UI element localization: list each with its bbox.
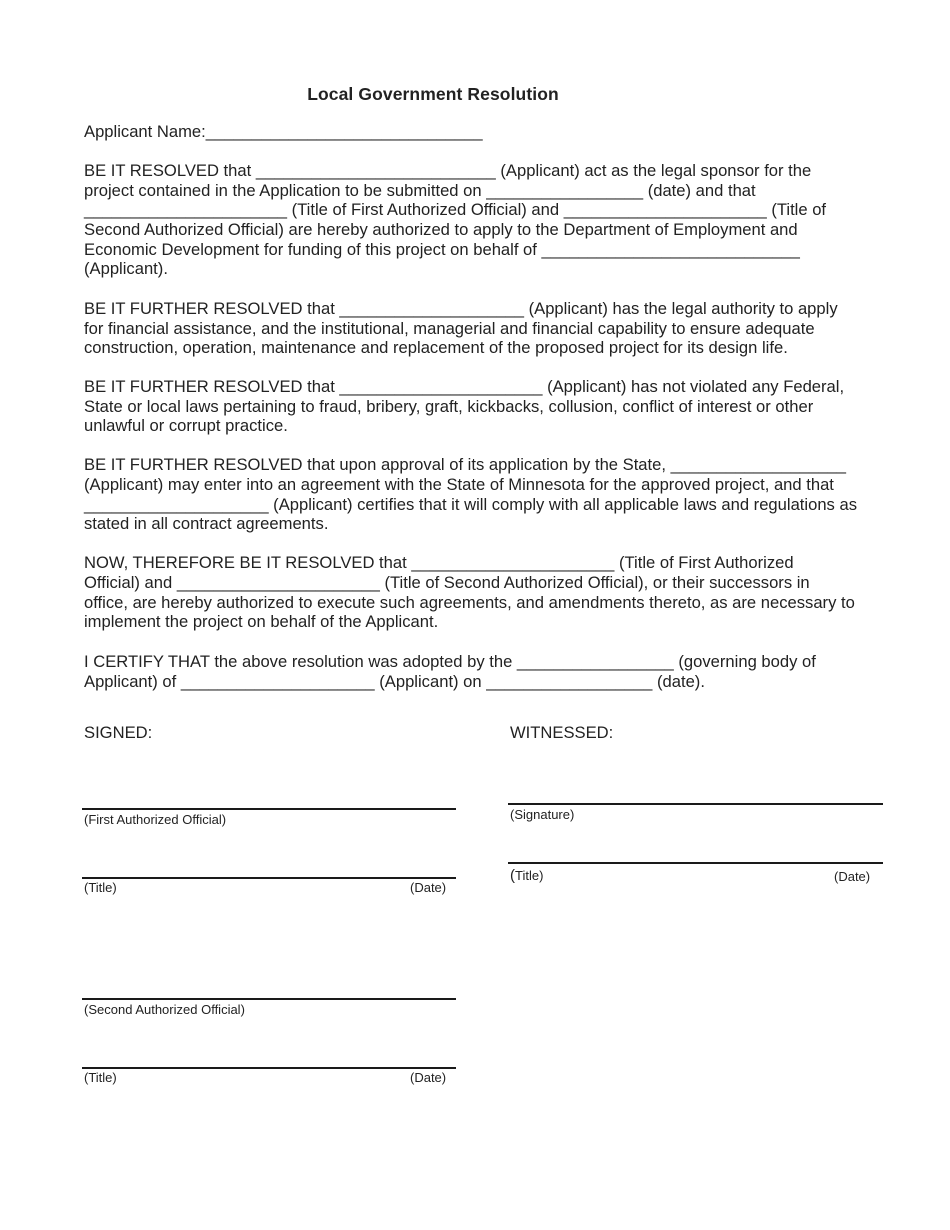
second-official-caption: (Second Authorized Official) [84, 1002, 245, 1017]
paragraph-line: BE IT FURTHER RESOLVED that upon approval of its application by the State, ___________________ [84, 455, 846, 474]
witness-date-caption: (Date) [834, 869, 871, 884]
paragraph-line: Official) and ______________________ (Title of Second Authorized Official), or their successors in [84, 573, 810, 592]
signed-label: SIGNED: [84, 723, 153, 742]
witness-title-date-line [508, 862, 883, 864]
applicant-name-field: Applicant Name:______________________________ [84, 122, 483, 141]
witness-signature-line [508, 803, 883, 805]
paragraph-line: implement the project on behalf of the Applicant. [84, 612, 439, 631]
document-title: Local Government Resolution [307, 84, 559, 104]
paragraph-line: BE IT FURTHER RESOLVED that ____________________ (Applicant) has the legal authority to apply [84, 299, 838, 318]
paragraph-line: project contained in the Application to be submitted on _________________ (date) and that [84, 181, 756, 200]
paragraph-line: ______________________ (Title of First Authorized Official) and ______________________ (Title of [84, 200, 827, 219]
date-caption: (Date) [410, 1070, 447, 1085]
paragraph-line: NOW, THEREFORE BE IT RESOLVED that ______________________ (Title of First Authorized [84, 553, 794, 572]
paragraph-line: (Applicant) may enter into an agreement with the State of Minnesota for the approved project, and that [84, 475, 834, 494]
paragraph-line: office, are hereby authorized to execute such agreements, and amendments thereto, as are necessary to [84, 593, 855, 612]
paragraph-line: ____________________ (Applicant) certifies that it will comply with all applicable laws and regulations as [84, 495, 857, 514]
paragraph-line: construction, operation, maintenance and replacement of the proposed project for its design life. [84, 338, 788, 357]
witness-title-caption [510, 867, 543, 884]
paragraph-line: for financial assistance, and the institutional, managerial and financial capability to ensure adequate [84, 319, 815, 338]
title-caption: (Title) [84, 1070, 117, 1085]
first-official-caption: (First Authorized Official) [84, 812, 227, 827]
second-official-signature-line [82, 998, 456, 1000]
first-title-date-line [82, 877, 456, 879]
title-open-paren: ( [510, 867, 515, 884]
witnessed-label: WITNESSED: [510, 723, 614, 742]
paragraph-line: I CERTIFY THAT the above resolution was adopted by the _________________ (governing body of [84, 652, 816, 671]
date-caption: (Date) [410, 880, 447, 895]
second-title-date-line [82, 1067, 456, 1069]
paragraph-line: BE IT RESOLVED that __________________________ (Applicant) act as the legal sponsor for the [84, 161, 812, 180]
paragraph-line: unlawful or corrupt practice. [84, 416, 288, 435]
title-caption: (Title) [84, 880, 117, 895]
paragraph-line: (Applicant). [84, 259, 168, 278]
title-text: Title) [515, 868, 544, 883]
first-official-signature-line [82, 808, 456, 810]
paragraph-line: Economic Development for funding of this project on behalf of ____________________________ [84, 240, 800, 259]
paragraph-line: Second Authorized Official) are hereby authorized to apply to the Department of Employment and [84, 220, 798, 239]
paragraph-line: Applicant) of _____________________ (Applicant) on __________________ (date). [84, 672, 705, 691]
paragraph-line: stated in all contract agreements. [84, 514, 329, 533]
paragraph-line: State or local laws pertaining to fraud, bribery, graft, kickbacks, collusion, conflict of interest or other [84, 397, 814, 416]
paragraph-line: BE IT FURTHER RESOLVED that ______________________ (Applicant) has not violated any Federal, [84, 377, 845, 396]
signature-caption: (Signature) [510, 807, 575, 822]
